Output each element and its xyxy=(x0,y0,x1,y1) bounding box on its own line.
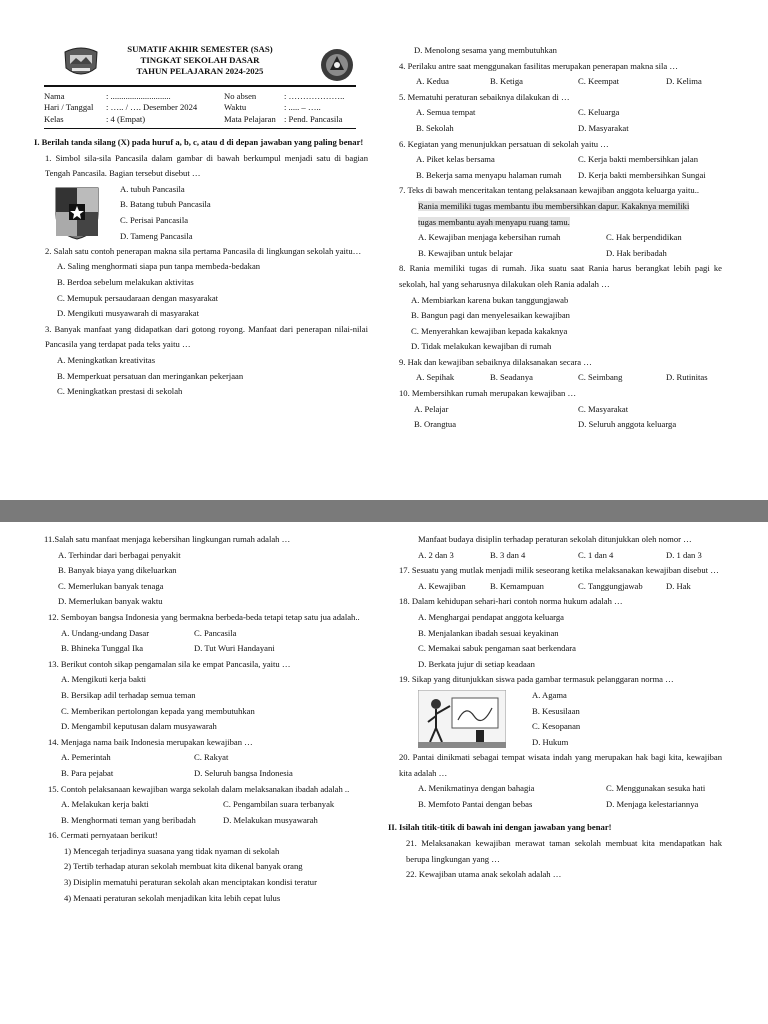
q12-option-a[interactable]: A. Undang-undang Dasar xyxy=(61,627,150,638)
q6-option-d[interactable]: D. Kerja bakti membersihkan Sungai xyxy=(578,169,706,180)
header-divider xyxy=(44,85,356,87)
exam-header xyxy=(44,44,356,129)
q1-option-c[interactable]: C. Perisai Pancasila xyxy=(120,214,189,225)
q16-statement-2: 2) Tertib terhadap aturan sekolah membuat kita dikenal banyak orang xyxy=(64,861,303,872)
q15-options-row2 xyxy=(44,813,368,829)
q16-statement-4: 4) Menaati peraturan sekolah menjadikan kita lebih cepat lulus xyxy=(64,892,281,903)
q19-option-c[interactable]: C. Kesopanan xyxy=(532,721,581,732)
q7-options-row2 xyxy=(388,246,722,262)
q5-options-row1 xyxy=(388,105,722,121)
q3-option-c[interactable]: C. Meningkatkan prestasi di sekolah xyxy=(57,386,183,397)
q12-options-row2 xyxy=(44,641,368,657)
page2-left-column xyxy=(44,532,368,906)
q5-option-b[interactable]: B. Sekolah xyxy=(416,122,454,133)
q6-stem: 6. Kegiatan yang menunjukkan persatuan di sekolah yaitu … xyxy=(399,138,609,149)
waktu-field[interactable]: : ..... – ….. xyxy=(284,102,321,113)
academic-year: TAHUN PELAJARAN 2024-2025 xyxy=(136,66,264,76)
q19-option-a[interactable]: A. Agama xyxy=(532,689,567,700)
q15-options-row1 xyxy=(44,797,368,813)
q3-stem: 3. Banyak manfaat yang didapatkan dari gotong royong. Manfaat dari penerapan nilai-nilai Pancasila yang terdapat pada teks yaitu … xyxy=(45,323,368,350)
q10-stem: 10. Membersihkan rumah merupakan kewajiban … xyxy=(399,388,577,399)
q15-option-b[interactable]: B. Menghormati teman yang beribadah xyxy=(61,814,196,825)
q11-option-a[interactable]: A. Terhindar dari berbagai penyakit xyxy=(58,549,181,560)
q16-option-d[interactable]: D. 1 dan 3 xyxy=(666,549,702,560)
q14-options-row1 xyxy=(44,750,368,766)
waktu-label: Waktu xyxy=(224,102,247,113)
q14-options-row2 xyxy=(44,766,368,782)
q6-option-a[interactable]: A. Piket kelas bersama xyxy=(416,154,495,165)
q17-option-d[interactable]: D. Hak xyxy=(666,580,691,591)
q13-option-b[interactable]: B. Bersikap adil terhadap semua teman xyxy=(61,689,196,700)
q14-option-c[interactable]: C. Rakyat xyxy=(194,752,229,763)
q16-statement-3: 3) Disiplin mematuhi peraturan sekolah akan menciptakan kondisi teratur xyxy=(64,877,317,888)
q2-option-a[interactable]: A. Saling menghormati siapa pun tanpa membeda-bedakan xyxy=(57,261,261,272)
q7-option-b[interactable]: B. Kewajiban untuk belajar xyxy=(418,247,513,258)
q8-stem: 8. Rania memiliki tugas di rumah. Jika suatu saat Rania harus berangkat lebih pagi ke sekolah, hal yang seharusnya dilakukan oleh Rania adalah … xyxy=(399,263,722,289)
q17-options xyxy=(388,579,722,595)
q15-option-c[interactable]: C. Pengambilan suara terbanyak xyxy=(223,799,335,810)
q11-option-d[interactable]: D. Memerlukan banyak waktu xyxy=(58,596,163,607)
q6-options-row1 xyxy=(388,152,722,168)
q3-option-a[interactable]: A. Meningkatkan kreativitas xyxy=(57,354,156,365)
q9-options xyxy=(388,370,722,386)
q14-option-a[interactable]: A. Pemerintah xyxy=(61,752,111,763)
q16-statement-1: 1) Mencegah terjadinya suasana yang tidak nyaman di sekolah xyxy=(64,845,280,856)
kelas-value: : 4 (Empat) xyxy=(106,113,146,124)
q1-option-b[interactable]: B. Batang tubuh Pancasila xyxy=(120,199,211,210)
section-1-instruction: I. Berilah tanda silang (X) pada huruf a, b, c, atau d di depan jawaban yang paling benar! xyxy=(34,137,364,147)
school-level: TINGKAT SEKOLAH DASAR xyxy=(140,55,260,65)
q7-option-c[interactable]: C. Hak berpendidikan xyxy=(606,232,682,243)
q15-stem: 15. Contoh pelaksanaan kewajiban warga sekolah dalam melaksanakan ibadah adalah .. xyxy=(48,783,350,794)
q4-stem: 4. Perilaku antre saat menggunakan fasilitas merupakan penerapan makna sila … xyxy=(399,60,678,71)
q9-stem: 9. Hak dan kewajiban sebaiknya dilaksanakan secara … xyxy=(399,356,592,367)
q11-option-c[interactable]: C. Memerlukan banyak tenaga xyxy=(58,580,164,591)
q3-option-b[interactable]: B. Memperkuat persatuan dan meringankan pekerjaan xyxy=(57,370,244,381)
q9-option-c[interactable]: C. Seimbang xyxy=(578,372,623,383)
q20-options-row2 xyxy=(388,797,722,813)
q13-option-c[interactable]: C. Memberikan pertolongan kepada yang membutuhkan xyxy=(61,705,255,716)
q15-option-d[interactable]: D. Melakukan musyawarah xyxy=(223,814,318,825)
q5-option-a[interactable]: A. Semua tempat xyxy=(416,107,476,118)
q7-passage-line1: Rania memiliki tugas membantu ibu membersihkan dapur. Kakaknya memiliki xyxy=(418,200,690,211)
student-info xyxy=(44,91,356,125)
q2-option-d[interactable]: D. Mengikuti musyawarah di masyarakat xyxy=(57,308,199,319)
q1-option-a[interactable]: A. tubuh Pancasila xyxy=(120,183,185,194)
q16-option-a[interactable]: A. 2 dan 3 xyxy=(418,549,454,560)
q9-option-a[interactable]: A. Sepihak xyxy=(416,372,455,383)
absen-label: No absen xyxy=(224,91,257,101)
q17-option-b[interactable]: B. Kemampuan xyxy=(490,580,544,591)
q16-continuation: Manfaat budaya disiplin terhadap peraturan sekolah ditunjukkan oleh nomor … xyxy=(418,534,692,544)
q19-option-d[interactable]: D. Hukum xyxy=(532,736,569,747)
page2-right-column xyxy=(388,532,722,883)
mapel-label: Mata Pelajaran xyxy=(224,113,276,124)
q4-option-b[interactable]: B. Ketiga xyxy=(490,76,523,87)
q7-options-row1 xyxy=(388,230,722,246)
q13-option-d[interactable]: D. Mengambil keputusan dalam musyawarah xyxy=(61,721,217,732)
q20-option-c[interactable]: C. Menggunakan sesuka hati xyxy=(606,783,706,794)
q7-passage-line2: tugas membantu ayah menyapu ruang tamu. xyxy=(418,216,570,227)
section-2-instruction: II. Isilah titik-titik di bawah ini dengan jawaban yang benar! xyxy=(388,822,612,833)
q5-option-d[interactable]: D. Masyarakat xyxy=(578,122,629,133)
q16-stem: 16. Cermati pernyataan berikut! xyxy=(48,830,158,841)
page-1 xyxy=(0,0,768,500)
hari-label: Hari / Tanggal xyxy=(44,102,94,113)
q8-option-d[interactable]: D. Tidak melakukan kewajiban di rumah xyxy=(411,341,552,352)
q16-option-c[interactable]: C. 1 dan 4 xyxy=(578,549,614,560)
q18-option-b[interactable]: B. Menjalankan ibadah sesuai keyakinan xyxy=(418,627,559,638)
q13-option-a[interactable]: A. Mengikuti kerja bakti xyxy=(61,674,146,685)
q6-option-b[interactable]: B. Bekerja sama menyapu halaman rumah xyxy=(416,169,562,180)
q18-option-d[interactable]: D. Berkata jujur di setiap keadaan xyxy=(418,658,535,669)
q14-stem: 14. Menjaga nama baik Indonesia merupakan kewajiban … xyxy=(48,736,253,747)
q10-option-b[interactable]: B. Orangtua xyxy=(414,419,457,430)
page-2 xyxy=(0,522,768,1024)
q7-stem: 7. Teks di bawah menceritakan tentang pelaksanaan kewajiban anggota keluarga yaitu.. xyxy=(399,185,699,196)
q12-options-row1 xyxy=(44,626,368,642)
header-divider-bottom xyxy=(44,128,356,129)
nama-field[interactable]: : ............................ xyxy=(106,91,171,101)
q6-option-c[interactable]: C. Kerja bakti membersihkan jalan xyxy=(578,154,699,165)
q17-option-c[interactable]: C. Tanggungjawab xyxy=(578,580,643,591)
q11-stem: 11.Salah satu manfaat menjaga kebersihan lingkungan rumah adalah … xyxy=(44,534,291,544)
q21-stem: 21. Melaksanakan kewajiban merawat taman sekolah membuat kita mendapatkan hak berupa lingkungan yang … xyxy=(406,837,722,864)
kelas-label: Kelas xyxy=(44,113,64,124)
q14-option-d[interactable]: D. Seluruh bangsa Indonesia xyxy=(194,767,293,778)
mapel-value: : Pend. Pancasila xyxy=(284,113,343,124)
q17-option-a[interactable]: A. Kewajiban xyxy=(418,580,466,591)
q19-option-b[interactable]: B. Kesusilaan xyxy=(532,705,580,716)
absen-field[interactable]: : ……………….. xyxy=(284,91,345,101)
q20-option-a[interactable]: A. Menikmatinya dengan bahagia xyxy=(418,783,535,794)
q18-stem: 18. Dalam kehidupan sehari-hari contoh norma hukum adalah … xyxy=(399,596,623,607)
q18-option-a[interactable]: A. Menghargai pendapat anggota keluarga xyxy=(418,611,564,622)
q20-stem: 20. Pantai dinikmati sebagai tempat wisata indah yang merupakan hak bagi kita, kewajiban kita adalah … xyxy=(399,751,722,778)
q9-option-b[interactable]: B. Seadanya xyxy=(490,372,533,383)
q8-option-b[interactable]: B. Bangun pagi dan menyelesaikan kewajiban xyxy=(411,310,570,321)
page1-right-column xyxy=(388,43,722,433)
q2-option-b[interactable]: B. Berdoa sebelum melakukan aktivitas xyxy=(57,276,194,287)
q20-options-row1 xyxy=(388,781,722,797)
exam-title: SUMATIF AKHIR SEMESTER (SAS) xyxy=(127,44,273,54)
q10-option-a[interactable]: A. Pelajar xyxy=(414,403,449,414)
q4-option-c[interactable]: C. Keempat xyxy=(578,76,620,87)
q16-option-b[interactable]: B. 3 dan 4 xyxy=(490,549,526,560)
q15-option-a[interactable]: A. Melakukan kerja bakti xyxy=(61,799,149,810)
q9-option-d[interactable]: D. Rutinitas xyxy=(666,372,708,383)
q12-option-b[interactable]: B. Bhineka Tunggal Ika xyxy=(61,643,144,654)
q14-option-b[interactable]: B. Para pejabat xyxy=(61,767,114,778)
q5-option-c[interactable]: C. Keluarga xyxy=(578,107,620,118)
q17-stem: 17. Sesuatu yang mutlak menjadi milik seseorang ketika melaksanakan kewajiban disebut … xyxy=(399,565,719,576)
q12-stem: 12. Semboyan bangsa Indonesia yang bermakna berbeda-beda tetapi tetap satu jua adalah.. xyxy=(48,611,360,622)
nama-label: Nama xyxy=(44,91,65,101)
q8-option-c[interactable]: C. Menyerahkan kewajiban kepada kakaknya xyxy=(411,325,568,336)
q11-option-b[interactable]: B. Banyak biaya yang dikeluarkan xyxy=(58,565,177,576)
q2-option-c[interactable]: C. Memupuk persaudaraan dengan masyarakat xyxy=(57,292,219,303)
q1-options-block xyxy=(34,182,368,244)
q10-options-row1 xyxy=(388,402,722,418)
q7-option-d[interactable]: D. Hak beribadah xyxy=(606,247,667,258)
q18-option-c[interactable]: C. Memakai sabuk pengaman saat berkendara xyxy=(418,643,576,654)
q19-stem: 19. Sikap yang ditunjukkan siswa pada gambar termasuk pelanggaran norma … xyxy=(399,674,674,685)
q22-stem: 22. Kewajiban utama anak sekolah adalah … xyxy=(406,869,562,880)
q2-stem: 2. Salah satu contoh penerapan makna sila pertama Pancasila di lingkungan sekolah yaitu… xyxy=(45,245,362,256)
q4-option-a[interactable]: A. Kedua xyxy=(416,76,449,87)
q7-option-a[interactable]: A. Kewajiban menjaga kebersihan rumah xyxy=(418,232,561,243)
q4-option-d[interactable]: D. Kelima xyxy=(666,76,702,87)
q4-options xyxy=(388,74,722,90)
q3-option-d[interactable]: D. Menolong sesama yang membutuhkan xyxy=(414,45,557,55)
hari-field[interactable]: : ….. / …. Desember 2024 xyxy=(106,102,198,113)
q5-stem: 5. Mematuhi peraturan sebaiknya dilakukan di … xyxy=(399,91,570,102)
q1-stem: 1. Simbol sila-sila Pancasila dalam gambar di bawah berkumpul menjadi satu di bagian Tengah Pancasila. Bagian tersebut disebut … xyxy=(45,152,368,179)
q12-option-d[interactable]: D. Tut Wuri Handayani xyxy=(194,643,275,654)
q20-option-d[interactable]: D. Menjaga kelestariannya xyxy=(606,798,699,809)
q16-options xyxy=(388,548,722,564)
q13-stem: 13. Berikut contoh sikap pengamalan sila ke empat Pancasila, yaitu … xyxy=(48,658,291,669)
q20-option-b[interactable]: B. Memfoto Pantai dengan bebas xyxy=(418,798,533,809)
page1-left-column xyxy=(34,135,368,400)
q12-option-c[interactable]: C. Pancasila xyxy=(194,627,237,638)
q10-options-row2 xyxy=(388,417,722,433)
q19-options-block xyxy=(388,688,722,750)
q10-option-d[interactable]: D. Seluruh anggota keluarga xyxy=(578,419,677,430)
q10-option-c[interactable]: C. Masyarakat xyxy=(578,403,629,414)
q1-option-d[interactable]: D. Tameng Pancasila xyxy=(120,230,193,241)
q6-options-row2 xyxy=(388,168,722,184)
q8-option-a[interactable]: A. Membiarkan karena bukan tanggungjawab xyxy=(411,294,569,305)
garuda-shield-icon xyxy=(54,184,100,240)
q5-options-row2 xyxy=(388,121,722,137)
student-drawing-on-wall-icon xyxy=(418,690,506,748)
